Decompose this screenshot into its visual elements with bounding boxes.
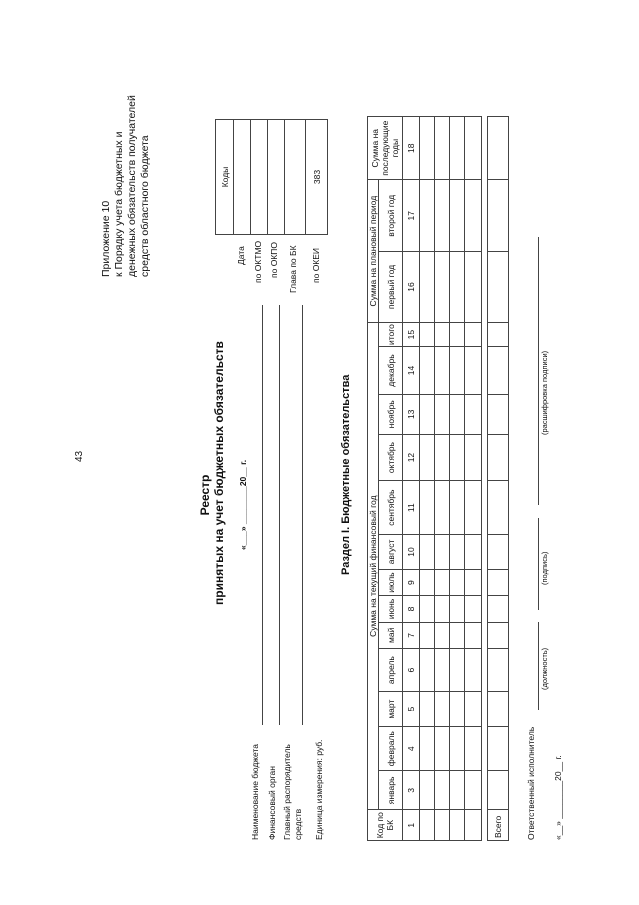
- total-cell: [488, 394, 509, 434]
- table-cell: [450, 117, 465, 180]
- colnum-6: 6: [403, 649, 420, 692]
- table-cell: [465, 252, 482, 323]
- colnum-11: 11: [403, 481, 420, 535]
- table-cell: [435, 394, 450, 434]
- table-cell: [465, 434, 482, 480]
- col-month-1: январь: [379, 771, 403, 810]
- table-cell: [465, 596, 482, 622]
- table-row: [420, 117, 435, 841]
- table-cell: [435, 622, 450, 648]
- col-month-9: сентябрь: [379, 481, 403, 535]
- table-cell: [465, 622, 482, 648]
- table-cell: [435, 252, 450, 323]
- table-cell: [420, 394, 435, 434]
- total-cell: [488, 434, 509, 480]
- total-cell: [488, 481, 509, 535]
- table-cell: [465, 810, 482, 841]
- table-row: [435, 117, 450, 841]
- decryption-caption: (расшифровка подписи): [540, 350, 549, 435]
- code-date-value: [234, 120, 251, 235]
- table-cell: [420, 180, 435, 252]
- registry-title: [198, 341, 226, 605]
- table-cell: [450, 771, 465, 810]
- table-cell: [420, 596, 435, 622]
- table-cell: [450, 810, 465, 841]
- colnum-3: 3: [403, 771, 420, 810]
- table-cell: [420, 535, 435, 570]
- colnum-13: 13: [403, 394, 420, 434]
- col-month-4: апрель: [379, 649, 403, 692]
- code-okpo-value: [268, 120, 285, 235]
- col-month-2: февраль: [379, 727, 403, 771]
- decryption-line: [538, 237, 539, 505]
- table-cell: [465, 569, 482, 595]
- colnum-9: 9: [403, 569, 420, 595]
- executor-label: Ответственный исполнитель: [526, 726, 536, 840]
- table-cell: [450, 569, 465, 595]
- obligations-table: [367, 116, 509, 841]
- colnum-8: 8: [403, 596, 420, 622]
- appendix-line-4: средств областного бюджета: [139, 135, 151, 277]
- codes-header: Коды: [216, 120, 234, 235]
- col-month-7: июль: [379, 569, 403, 595]
- main-admin-label-1: Главный распорядитель: [282, 744, 292, 840]
- table-cell: [435, 322, 450, 346]
- total-cell: [488, 771, 509, 810]
- section-title: Раздел I. Бюджетные обязательства: [340, 374, 352, 575]
- table-cell: [420, 434, 435, 480]
- date-code-label: Дата: [236, 246, 246, 265]
- total-cell: [488, 347, 509, 394]
- colnum-16: 16: [403, 252, 420, 323]
- table-cell: [450, 535, 465, 570]
- col-group-planned: Сумма на плановый период: [368, 180, 379, 322]
- title-date-line: «___» ________20__ г.: [238, 459, 248, 550]
- table-cell: [435, 771, 450, 810]
- okpo-code-label: по ОКПО: [269, 242, 279, 278]
- colnum-4: 4: [403, 727, 420, 771]
- table-cell: [420, 622, 435, 648]
- table-cell: [465, 117, 482, 180]
- colnum-17: 17: [403, 180, 420, 252]
- table-cell: [435, 180, 450, 252]
- colnum-12: 12: [403, 434, 420, 480]
- glava-code-label: Глава по БК: [288, 245, 298, 293]
- budget-name-line: [262, 305, 263, 725]
- table-cell: [450, 322, 465, 346]
- table-cell: [450, 692, 465, 727]
- total-cell: [488, 252, 509, 323]
- table-cell: [420, 692, 435, 727]
- colnum-18: 18: [403, 117, 420, 180]
- main-admin-line: [302, 305, 303, 725]
- fin-organ-line: [279, 305, 280, 725]
- colnum-15: 15: [403, 322, 420, 346]
- total-cell: [488, 649, 509, 692]
- table-cell: [420, 569, 435, 595]
- position-caption: (должность): [540, 647, 549, 690]
- appendix-line-1: Приложение 10: [100, 200, 112, 277]
- table-cell: [420, 727, 435, 771]
- col-group-current-year: Сумма на текущий финансовый год: [368, 322, 379, 810]
- table-cell: [465, 481, 482, 535]
- total-cell: [488, 596, 509, 622]
- title-line-1: Реестр: [198, 474, 212, 516]
- col-month-12: декабрь: [379, 347, 403, 394]
- total-cell: [488, 622, 509, 648]
- oktmo-code-label: по ОКТМО: [253, 240, 263, 283]
- col-month-6: июнь: [379, 596, 403, 622]
- table-cell: [435, 434, 450, 480]
- table-cell: [435, 117, 450, 180]
- colnum-1: 1: [403, 810, 420, 841]
- table-cell: [435, 727, 450, 771]
- table-cell: [465, 649, 482, 692]
- table-cell: [420, 810, 435, 841]
- total-label: Всего: [488, 810, 509, 841]
- appendix-line-2: к Порядку учета бюджетных и: [113, 131, 125, 277]
- total-cell: [488, 180, 509, 252]
- col-second-year: второй год: [379, 180, 403, 252]
- signature-date: «__» ________20__ г.: [553, 755, 563, 840]
- table-cell: [450, 481, 465, 535]
- code-glava-value: [285, 120, 306, 235]
- table-cell: [420, 481, 435, 535]
- appendix-line-3: денежных обязательств получателей: [126, 95, 138, 277]
- table-cell: [435, 347, 450, 394]
- table-cell: [420, 771, 435, 810]
- table-row: [465, 117, 482, 841]
- table-cell: [465, 692, 482, 727]
- table-cell: [435, 810, 450, 841]
- table-cell: [450, 727, 465, 771]
- code-okei-value: 383: [306, 120, 328, 235]
- table-cell: [450, 649, 465, 692]
- table-cell: [450, 347, 465, 394]
- total-row: [488, 117, 509, 841]
- table-cell: [465, 180, 482, 252]
- table-cell: [435, 481, 450, 535]
- table-cell: [420, 322, 435, 346]
- code-oktmo-value: [251, 120, 268, 235]
- table-cell: [435, 649, 450, 692]
- table-cell: [450, 596, 465, 622]
- col-month-11: ноябрь: [379, 394, 403, 434]
- colnum-7: 7: [403, 622, 420, 648]
- fin-organ-label: Финансовый орган: [267, 766, 277, 840]
- table-row: [450, 117, 465, 841]
- table-cell: [450, 434, 465, 480]
- table-cell: [420, 347, 435, 394]
- table-cell: [465, 347, 482, 394]
- table-cell: [420, 649, 435, 692]
- table-cell: [435, 596, 450, 622]
- table-cell: [450, 622, 465, 648]
- total-cell: [488, 569, 509, 595]
- page-number: 43: [74, 450, 85, 462]
- table-cell: [420, 252, 435, 323]
- col-header-next-years: Сумма на последующие годы: [368, 117, 403, 180]
- table-cell: [420, 117, 435, 180]
- colnum-10: 10: [403, 535, 420, 570]
- main-admin-label-2: средств: [293, 808, 303, 840]
- total-cell: [488, 692, 509, 727]
- total-cell: [488, 322, 509, 346]
- colnum-5: 5: [403, 692, 420, 727]
- col-month-5: май: [379, 622, 403, 648]
- signature-line: [538, 518, 539, 610]
- table-cell: [465, 771, 482, 810]
- total-cell: [488, 535, 509, 570]
- signature-caption: (подпись): [540, 551, 549, 585]
- title-line-2: принятых на учет бюджетных обязательств: [212, 341, 226, 605]
- col-header-kod: Код по БК: [368, 810, 403, 841]
- col-month-8: август: [379, 535, 403, 570]
- col-month-10: октябрь: [379, 434, 403, 480]
- table-cell: [435, 569, 450, 595]
- budget-name-label: Наименование бюджета: [250, 744, 260, 840]
- okei-code-label: по ОКЕИ: [311, 247, 321, 283]
- table-cell: [450, 180, 465, 252]
- col-itogo: итого: [379, 322, 403, 346]
- table-cell: [450, 394, 465, 434]
- colnum-14: 14: [403, 347, 420, 394]
- table-cell: [450, 252, 465, 323]
- col-month-3: март: [379, 692, 403, 727]
- appendix-note: [100, 37, 152, 277]
- total-cell: [488, 727, 509, 771]
- table-cell: [465, 394, 482, 434]
- table-cell: [465, 535, 482, 570]
- position-line: [538, 622, 539, 710]
- col-first-year: первый год: [379, 252, 403, 323]
- table-cell: [435, 692, 450, 727]
- table-cell: [465, 322, 482, 346]
- table-cell: [465, 727, 482, 771]
- total-cell: [488, 117, 509, 180]
- table-cell: [435, 535, 450, 570]
- codes-table: [215, 119, 328, 235]
- unit-label: Единица измерения: руб.: [314, 739, 324, 840]
